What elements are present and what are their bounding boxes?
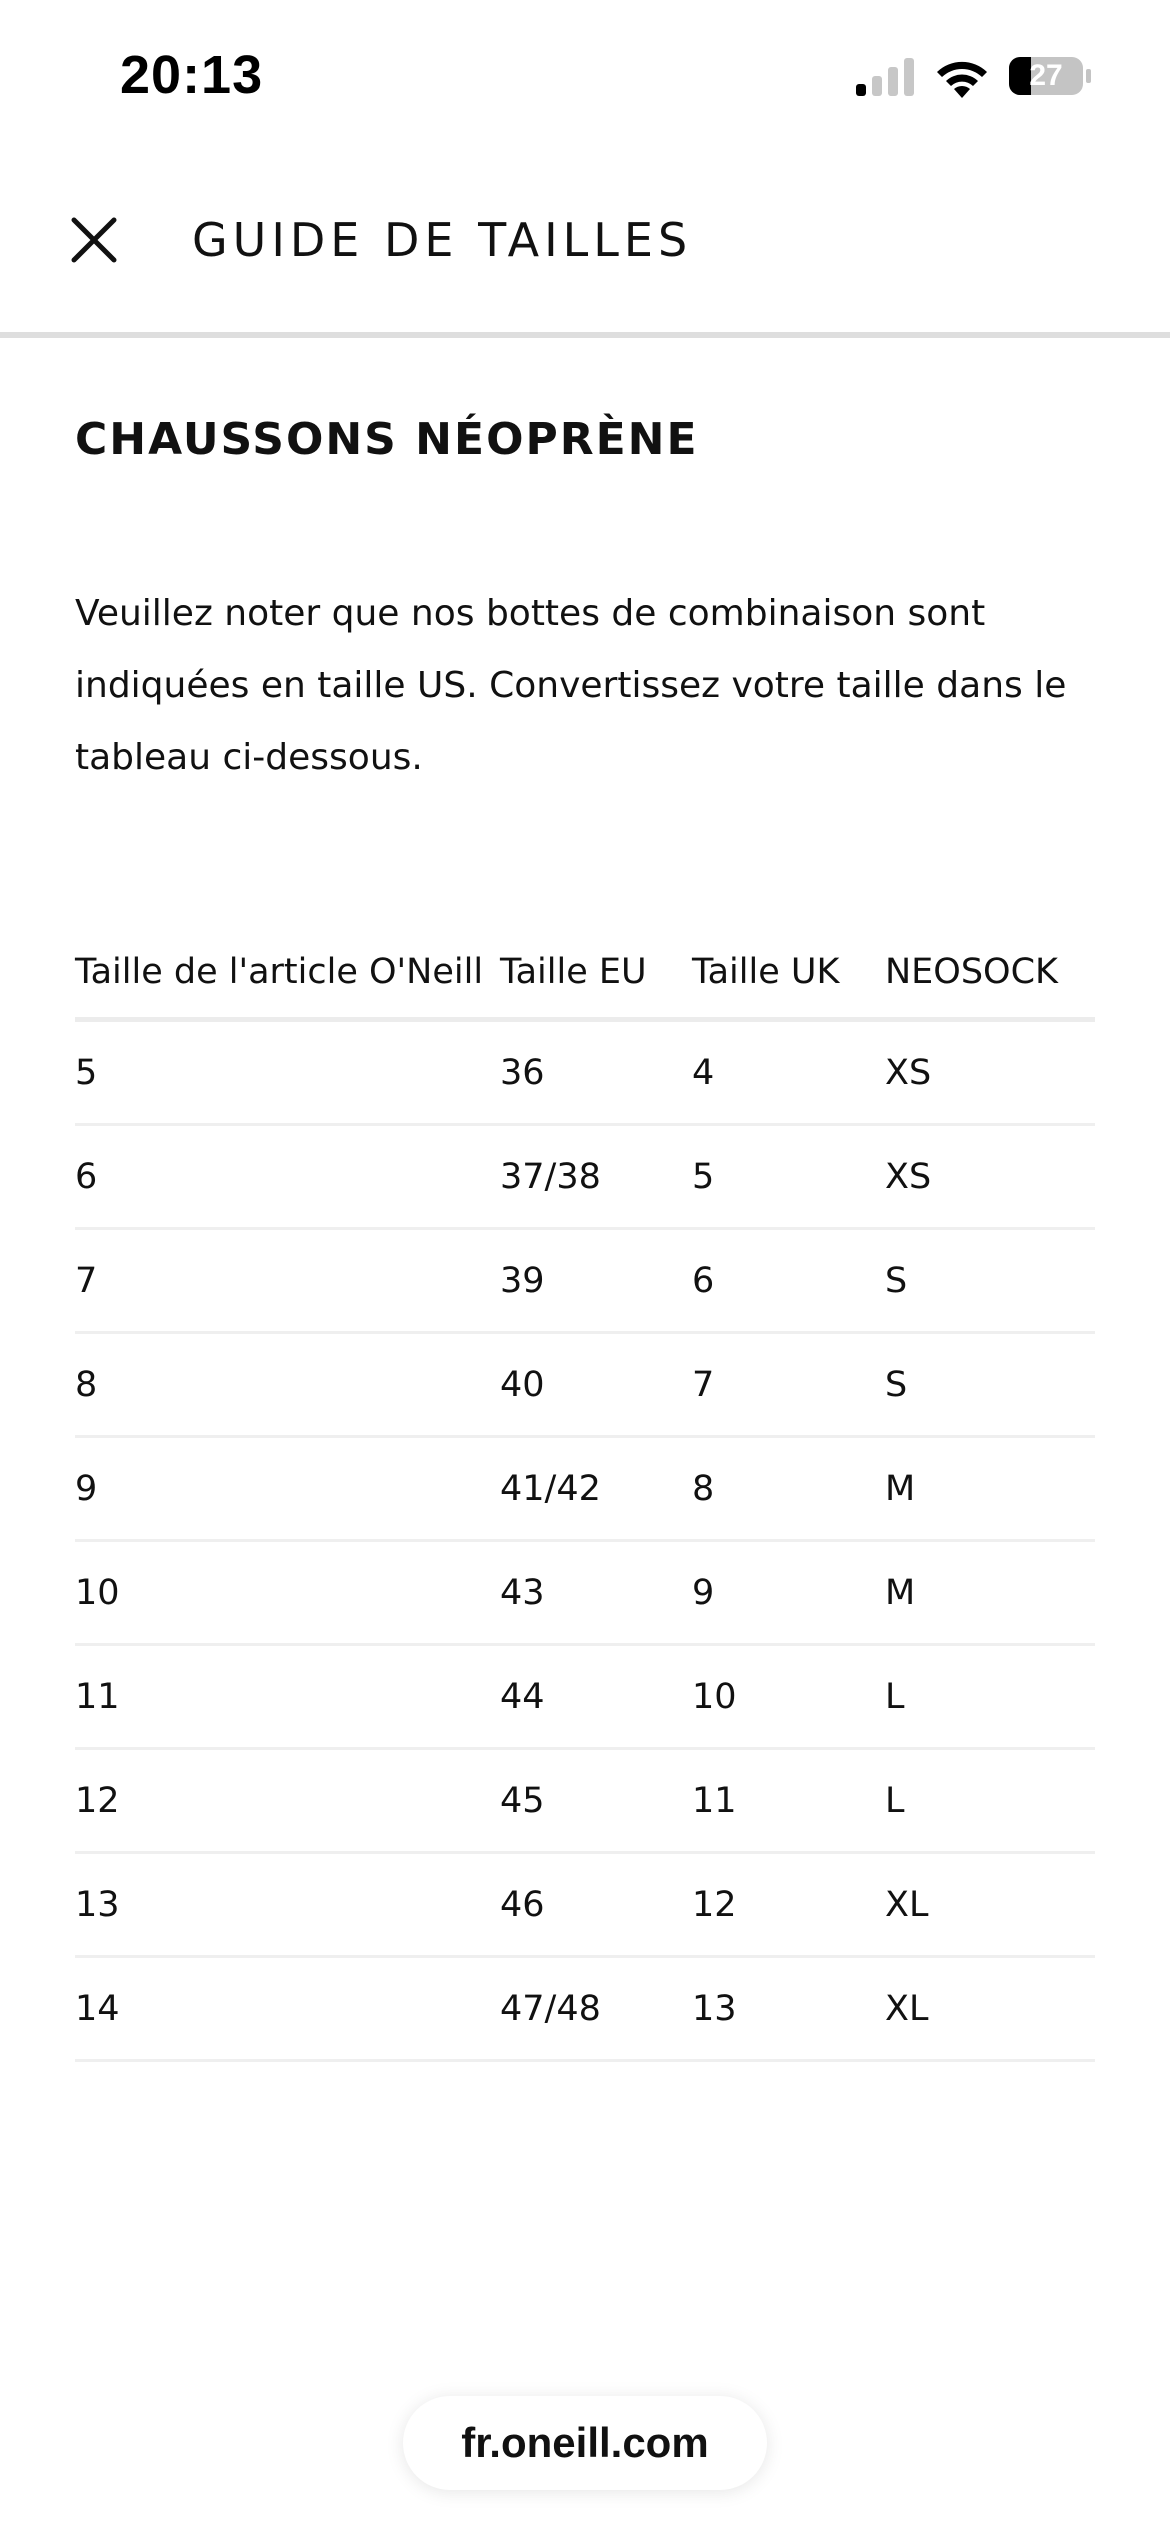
cell-oneill-size: 10	[75, 1572, 120, 1613]
table-row	[75, 1126, 1095, 1230]
page-title: GUIDE DE TAILLES	[192, 213, 693, 267]
table-row	[75, 1022, 1095, 1126]
column-header-eu-size: Taille EU	[500, 952, 647, 992]
cell-oneill-size: 7	[75, 1260, 98, 1301]
table-row	[75, 1334, 1095, 1438]
cell-uk-size: 5	[692, 1156, 715, 1197]
section-title: CHAUSSONS NÉOPRÈNE	[75, 414, 699, 465]
column-header-neosock: NEOSOCK	[885, 952, 1059, 992]
table-header-row	[75, 940, 1095, 1022]
cell-eu-size: 47/48	[500, 1988, 601, 2029]
wifi-icon	[934, 54, 990, 98]
cell-uk-size: 8	[692, 1468, 715, 1509]
status-bar	[0, 0, 1170, 150]
cell-uk-size: 7	[692, 1364, 715, 1405]
modal-header	[0, 150, 1170, 336]
column-header-oneill-size: Taille de l'article O'Neill	[75, 952, 484, 992]
header-divider	[0, 332, 1170, 338]
cell-uk-size: 11	[692, 1780, 737, 1821]
table-row	[75, 1438, 1095, 1542]
cell-oneill-size: 8	[75, 1364, 98, 1405]
cell-oneill-size: 6	[75, 1156, 98, 1197]
cell-eu-size: 46	[500, 1884, 545, 1925]
cell-oneill-size: 5	[75, 1052, 98, 1093]
cell-uk-size: 9	[692, 1572, 715, 1613]
table-row	[75, 1854, 1095, 1958]
table-row	[75, 1958, 1095, 2062]
cell-neosock: XS	[885, 1052, 932, 1093]
cell-uk-size: 12	[692, 1884, 737, 1925]
cell-eu-size: 45	[500, 1780, 545, 1821]
cell-eu-size: 39	[500, 1260, 545, 1301]
cell-oneill-size: 9	[75, 1468, 98, 1509]
cell-uk-size: 4	[692, 1052, 715, 1093]
signal-icon	[856, 58, 914, 96]
cell-uk-size: 10	[692, 1676, 737, 1717]
cell-neosock: S	[885, 1260, 908, 1301]
cell-neosock: XL	[885, 1988, 929, 2029]
table-row	[75, 1646, 1095, 1750]
status-time: 20:13	[120, 45, 264, 105]
table-row	[75, 1750, 1095, 1854]
column-header-uk-size: Taille UK	[692, 952, 840, 992]
cell-oneill-size: 14	[75, 1988, 120, 2029]
cell-neosock: L	[885, 1780, 905, 1821]
cell-eu-size: 43	[500, 1572, 545, 1613]
cell-neosock: XL	[885, 1884, 929, 1925]
cell-eu-size: 36	[500, 1052, 545, 1093]
table-row	[75, 1542, 1095, 1646]
cell-neosock: L	[885, 1676, 905, 1717]
cell-neosock: S	[885, 1364, 908, 1405]
size-table	[75, 940, 1095, 2062]
close-button[interactable]	[64, 210, 124, 270]
close-icon	[64, 210, 124, 270]
cell-oneill-size: 11	[75, 1676, 120, 1717]
cell-eu-size: 37/38	[500, 1156, 601, 1197]
cell-neosock: XS	[885, 1156, 932, 1197]
size-notice: Veuillez noter que nos bottes de combinaison sont indiquées en taille US. Convertissez votre taille dans le tableau ci-dessous.	[75, 593, 1067, 778]
cell-neosock: M	[885, 1468, 916, 1509]
cell-eu-size: 44	[500, 1676, 545, 1717]
cell-eu-size: 40	[500, 1364, 545, 1405]
browser-url-bar[interactable]: fr.oneill.com	[403, 2396, 767, 2490]
cell-oneill-size: 13	[75, 1884, 120, 1925]
cell-uk-size: 6	[692, 1260, 715, 1301]
cell-eu-size: 41/42	[500, 1468, 601, 1509]
cell-uk-size: 13	[692, 1988, 737, 2029]
battery-level: 27	[1029, 59, 1063, 92]
table-row	[75, 1230, 1095, 1334]
cell-neosock: M	[885, 1572, 916, 1613]
cell-oneill-size: 12	[75, 1780, 120, 1821]
